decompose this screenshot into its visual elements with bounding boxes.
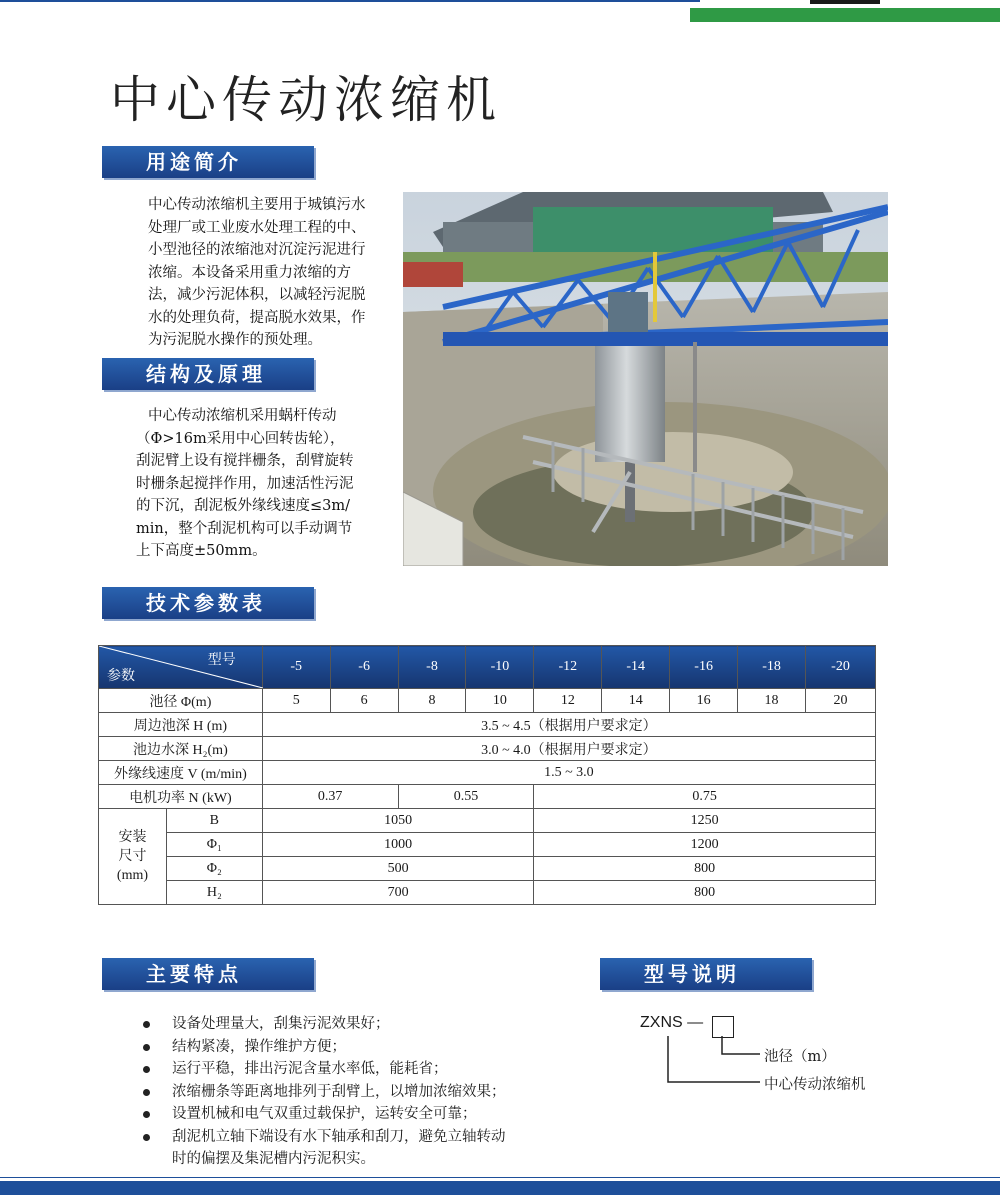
install-value: 1000 bbox=[262, 833, 534, 857]
table-row bbox=[99, 689, 876, 713]
usage-line: 处理厂或工业废水处理工程的中、 bbox=[148, 219, 366, 236]
structure-line: min，整个刮泥机构可以手动调节 bbox=[136, 520, 353, 537]
install-value: 800 bbox=[534, 857, 876, 881]
usage-line: 为污泥脱水操作的预处理。 bbox=[148, 332, 322, 348]
table-row bbox=[99, 761, 876, 785]
model-cell: -6 bbox=[330, 646, 398, 689]
top-mark bbox=[810, 0, 880, 4]
table-row bbox=[99, 713, 876, 737]
install-name: H₂ bbox=[166, 881, 262, 905]
list-item: 运行平稳，排出污泥含量水率低，能耗省； bbox=[150, 1058, 506, 1081]
model-cell: -14 bbox=[602, 646, 670, 689]
page-title: 中心传动浓缩机 bbox=[110, 71, 502, 129]
power-value: 0.75 bbox=[534, 785, 876, 809]
install-value: 700 bbox=[262, 881, 534, 905]
model-cell: -5 bbox=[262, 646, 330, 689]
depth-value: 3.5 ~ 4.5（根据用户要求定） bbox=[262, 713, 875, 737]
bottom-bar bbox=[0, 1181, 1000, 1195]
diameter-cell: 5 bbox=[262, 689, 330, 713]
model-connector-lines bbox=[660, 1036, 770, 1086]
row-label: 池边水深 H₂(m) bbox=[99, 737, 263, 761]
corner-param-label: 参数 bbox=[107, 669, 135, 684]
usage-line: 浓缩。本设备采用重力浓缩的方 bbox=[148, 264, 351, 281]
model-cell: -20 bbox=[805, 646, 875, 689]
usage-text bbox=[148, 194, 366, 352]
section-model-header: 型号说明 bbox=[600, 958, 812, 990]
bottom-rule bbox=[0, 1177, 1000, 1178]
top-accent-bar bbox=[690, 8, 1000, 22]
list-item: 结构紧凑，操作维护方便； bbox=[150, 1036, 506, 1059]
install-name: B bbox=[166, 809, 262, 833]
water-depth-value: 3.0 ~ 4.0（根据用户要求定） bbox=[262, 737, 875, 761]
list-item-continuation bbox=[150, 1148, 506, 1171]
list-item: 浓缩栅条等距离地排列于刮臂上，以增加浓缩效果； bbox=[150, 1081, 506, 1104]
diameter-cell: 20 bbox=[805, 689, 875, 713]
power-value: 0.55 bbox=[398, 785, 534, 809]
diameter-cell: 18 bbox=[738, 689, 806, 713]
section-structure-header: 结构及原理 bbox=[102, 358, 314, 390]
row-label: 外缘线速度 V (m/min) bbox=[99, 761, 263, 785]
install-value: 500 bbox=[262, 857, 534, 881]
diameter-cell: 6 bbox=[330, 689, 398, 713]
model-cell: -10 bbox=[466, 646, 534, 689]
usage-line: 水的处理负荷，提高脱水效果，作 bbox=[148, 309, 366, 326]
install-value: 800 bbox=[534, 881, 876, 905]
model-cell: -8 bbox=[398, 646, 466, 689]
structure-line: 刮泥臂上设有搅拌栅条，刮臂旋转 bbox=[136, 453, 354, 469]
model-cell: -16 bbox=[670, 646, 738, 689]
table-row bbox=[99, 857, 876, 881]
structure-line: 的下沉，刮泥板外缘线速度≤3m/ bbox=[136, 498, 351, 514]
top-rule bbox=[0, 0, 700, 2]
model-dash: — bbox=[687, 1014, 704, 1031]
speed-value: 1.5 ~ 3.0 bbox=[262, 761, 875, 785]
section-features-header: 主要特点 bbox=[102, 958, 314, 990]
install-label-line: 尺寸 bbox=[118, 849, 147, 864]
diameter-cell: 16 bbox=[670, 689, 738, 713]
usage-line: 小型池径的浓缩池对沉淀污泥进行 bbox=[148, 242, 366, 258]
thickener-photo bbox=[403, 192, 888, 566]
diameter-cell: 10 bbox=[466, 689, 534, 713]
list-item-continuation-text: 时的偏摆及集泥槽内污泥积实。 bbox=[172, 1151, 375, 1167]
table-header-row bbox=[99, 646, 876, 689]
model-code: ZXNS bbox=[640, 1014, 683, 1031]
power-value: 0.37 bbox=[262, 785, 398, 809]
model-code-row bbox=[640, 1014, 703, 1032]
structure-line: 中心传动浓缩机采用蜗杆传动 bbox=[148, 408, 337, 424]
table-row bbox=[99, 809, 876, 833]
section-usage-header: 用途简介 bbox=[102, 146, 314, 178]
row-label: 周边池深 H (m) bbox=[99, 713, 263, 737]
model-cell: -12 bbox=[534, 646, 602, 689]
table-row bbox=[99, 737, 876, 761]
model-diameter-note: 池径（m） bbox=[764, 1049, 836, 1065]
thickener-photo-illustration bbox=[403, 192, 888, 566]
structure-line: 上下高度±50mm。 bbox=[136, 543, 267, 559]
install-value: 1050 bbox=[262, 809, 534, 833]
diameter-cell: 14 bbox=[602, 689, 670, 713]
features-list bbox=[150, 1013, 506, 1171]
usage-line: 中心传动浓缩机主要用于城镇污水 bbox=[148, 197, 366, 213]
row-label: 电机功率 N (kW) bbox=[99, 785, 263, 809]
install-name: Φ₁ bbox=[166, 833, 262, 857]
corner-model-label: 型号 bbox=[207, 653, 236, 668]
install-name: Φ₂ bbox=[166, 857, 262, 881]
install-label bbox=[99, 809, 167, 905]
table-corner-cell bbox=[99, 646, 263, 689]
structure-text bbox=[136, 405, 354, 563]
structure-line: 时栅条起搅拌作用，加速活性污泥 bbox=[136, 475, 354, 492]
model-box bbox=[712, 1016, 734, 1038]
diameter-cell: 8 bbox=[398, 689, 466, 713]
install-label-line: (mm) bbox=[116, 868, 149, 883]
section-params-header: 技术参数表 bbox=[102, 587, 314, 619]
model-name-note: 中心传动浓缩机 bbox=[764, 1077, 866, 1093]
list-item: 设置机械和电气双重过载保护，运转安全可靠； bbox=[150, 1103, 506, 1126]
list-item: 刮泥机立轴下端设有水下轴承和刮刀，避免立轴转动 bbox=[150, 1126, 506, 1149]
table-row bbox=[99, 785, 876, 809]
list-item: 设备处理量大，刮集污泥效果好； bbox=[150, 1013, 506, 1036]
spec-table bbox=[98, 645, 876, 905]
structure-line: （Φ>16m采用中心回转齿轮）， bbox=[136, 430, 345, 447]
table-row bbox=[99, 881, 876, 905]
usage-line: 法，减少污泥体积，以减轻污泥脱 bbox=[148, 287, 366, 303]
table-row bbox=[99, 833, 876, 857]
install-value: 1200 bbox=[534, 833, 876, 857]
install-value: 1250 bbox=[534, 809, 876, 833]
row-label: 池径 Φ(m) bbox=[99, 689, 263, 713]
model-cell: -18 bbox=[738, 646, 806, 689]
diameter-cell: 12 bbox=[534, 689, 602, 713]
install-label-line: 安装 bbox=[118, 830, 147, 845]
